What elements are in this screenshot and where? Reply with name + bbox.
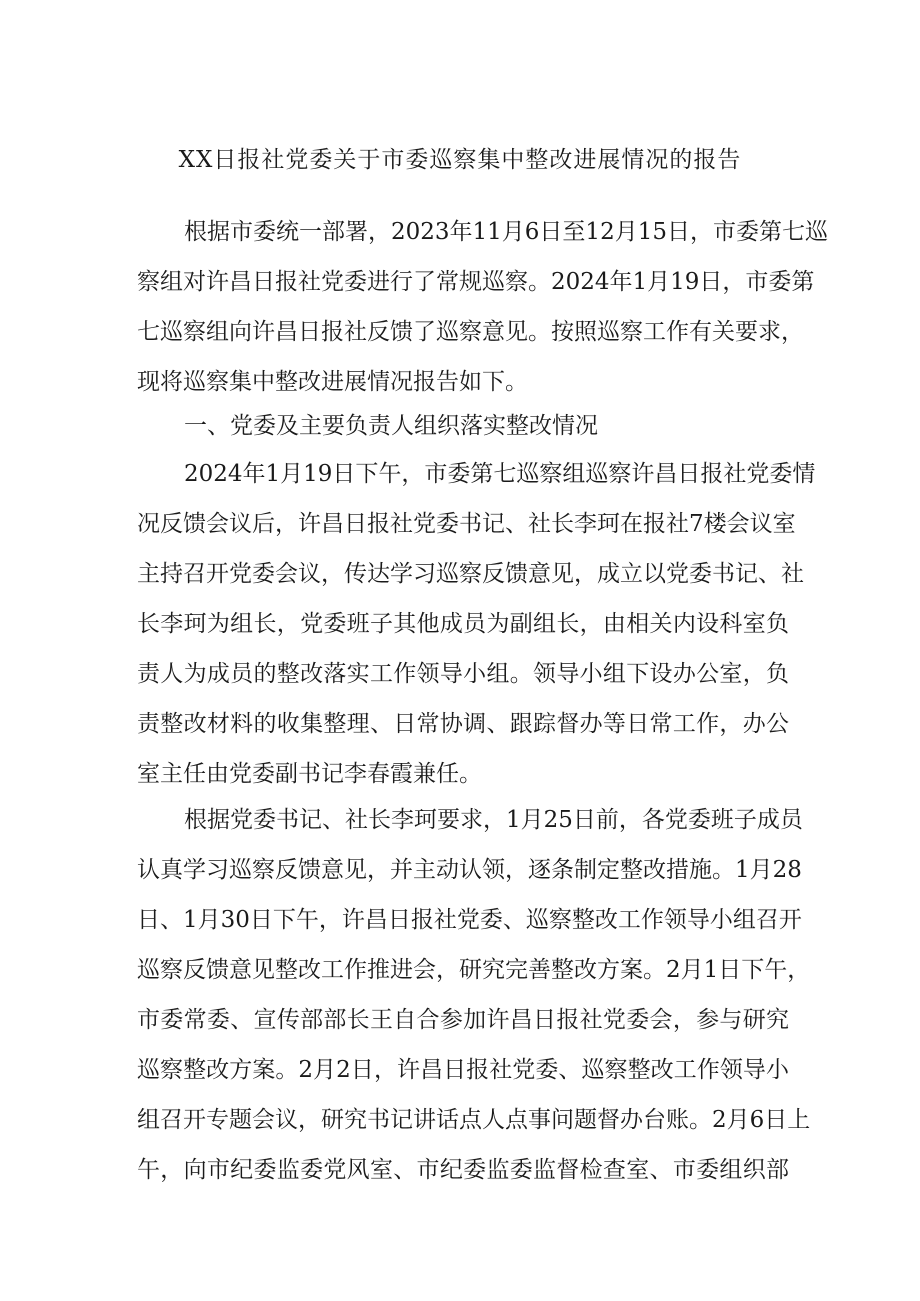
paragraph-line: 日、1月30日下午，许昌日报社党委、巡察整改工作领导小组召开	[137, 907, 802, 933]
paragraph-line: 认真学习巡察反馈意见，并主动认领，逐条制定整改措施。1月28	[137, 857, 802, 883]
paragraph-line: 现将巡察集中整改进展情况报告如下。	[137, 369, 528, 395]
paragraph-line: 午，向市纪委监委党风室、市纪委监委监督检查室、市委组织部	[137, 1157, 789, 1183]
section-heading: 一、党委及主要负责人组织落实整改情况	[184, 413, 598, 439]
paragraph-line: 根据党委书记、社长李珂要求，1月25日前，各党委班子成员	[184, 807, 803, 833]
paragraph-line: 根据市委统一部署，2023年11月6日至12月15日，市委第七巡	[184, 219, 828, 245]
paragraph-line: 主持召开党委会议，传达学习巡察反馈意见，成立以党委书记、社	[137, 561, 804, 587]
paragraph-line: 市委常委、宣传部部长王自合参加许昌日报社党委会，参与研究	[137, 1007, 789, 1033]
paragraph-line: 长李珂为组长，党委班子其他成员为副组长，由相关内设科室负	[137, 611, 789, 637]
paragraph-line: 2024年1月19日下午，市委第七巡察组巡察许昌日报社党委情	[184, 461, 816, 487]
paragraph-line: 巡察整改方案。2月2日，许昌日报社党委、巡察整改工作领导小	[137, 1057, 789, 1083]
paragraph-line: 巡察反馈意见整改工作推进会，研究完善整改方案。2月1日下午，	[137, 957, 811, 983]
paragraph-line: 室主任由党委副书记李春霞兼任。	[137, 761, 482, 787]
paragraph-line: 责整改材料的收集整理、日常协调、跟踪督办等日常工作，办公	[137, 711, 789, 737]
paragraph-line: 组召开专题会议，研究书记讲话点人点事问题督办台账。2月6日上	[137, 1107, 811, 1133]
paragraph-line: 察组对许昌日报社党委进行了常规巡察。2024年1月19日，市委第	[137, 269, 815, 295]
paragraph-line: 七巡察组向许昌日报社反馈了巡察意见。按照巡察工作有关要求，	[137, 319, 804, 345]
paragraph-line: 责人为成员的整改落实工作领导小组。领导小组下设办公室，负	[137, 661, 789, 687]
document-title: XX日报社党委关于市委巡察集中整改进展情况的报告	[178, 147, 742, 173]
paragraph-line: 况反馈会议后，许昌日报社党委书记、社长李珂在报社7楼会议室	[137, 511, 796, 537]
